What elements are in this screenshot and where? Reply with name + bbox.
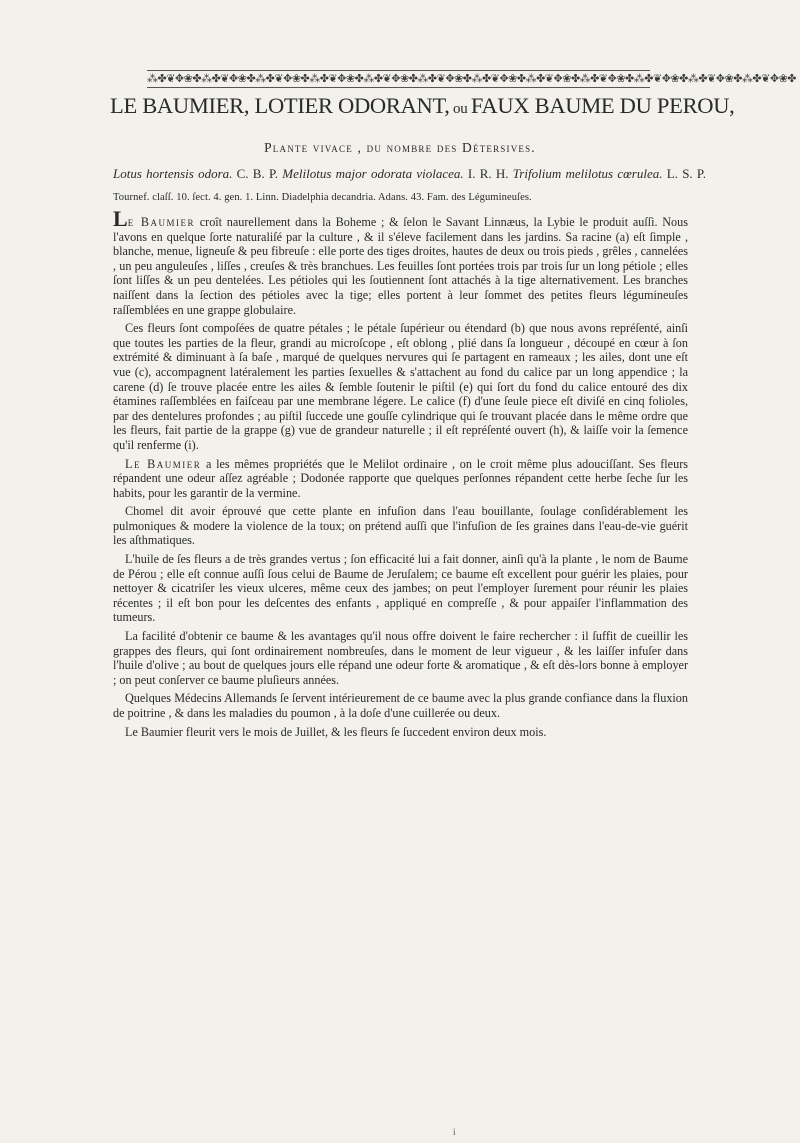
paragraph-1-text: croît naurellement dans la Boheme ; & ſelon le Savant Linnæus, la Lybie le produit auſſi. Nous l'avons en quelque ſorte naturaliſé par la culture , & il s'éleve facilement dans les jardins. Sa racine (a) eſt ſimple , blanche, menue, ligneuſe & peu fibreuſe : elle porte des tiges droites, hautes de deux ou trois pieds , grêles , cannelées , un peu anguleuſes , liſſes , creuſes & très branchues. Les feuilles ſont portées trois par trois ſur un long pétiole ; elles ſont liſſes & un peu dentelées. Les pétioles qui les ſoutiennent ſont attachés à la tige alternativement. Les branches naiſſent dans la ſection des pétioles avec la tige; elles portent à leur ſommet des petites fleurs légumineuſes raſſemblées en une grappe globulaire.: [113, 215, 688, 317]
paragraph-3: [113, 457, 688, 501]
synonym-1: Lotus hortensis odora.: [113, 166, 233, 181]
title-part-1: LE BAUMIER, LOTIER ODORANT,: [110, 93, 450, 118]
paragraph-2: Ces fleurs ſont compoſées de quatre pétales ; le pétale ſupérieur ou étendard (b) que nous avons repréſenté, ainſi que toutes les parties de la fleur, grandi au microſcope , eſt oblong , plié dans ſa longueur , découpé en cœur à ſon extrémité & diminuant à ſa baſe , marqué de quelques nervures qui ſe partagent en rameaux ; les ailes, dont une eſt vue (c), accompagnent latéralement les parties ſexuelles & s'attachent au fond du calice par un long appendice ; la carene (d) ſe trouve placée entre les ailes & ſemble ſoutenir le piſtil (e) qui ſort du fond du calice entouré des dix étamines raſſemblées en faiſceau par une membrane légere. Le calice (f) d'une ſeule piece eſt diviſé en cinq folioles, par des dentelures profondes ; au piſtil ſuccede une gouſſe cylindrique qui ſe trouvant placée dans le même ordre que les fleurs, fait partie de la grappe (g) vue de grandeur naturelle ; il eſt repréſenté ouvert (h), & laiſſe voir la ſemence qu'il renferme (i).: [113, 321, 688, 452]
ornament-rule-bottom: [147, 87, 650, 88]
paragraph-3-text: a les mêmes propriétés que le Melilot ordinaire , on le croit même plus adouciſſant. Ses fleurs répandent une odeur aſſez agréable ; Dodonée rapporte que quelques perſonnes répandent cette herbe ſeche ſur les habits, pour les garantir de la vermine.: [113, 456, 688, 500]
title-part-2: FAUX BAUME DU PEROU,: [470, 93, 735, 118]
botanical-synonyms: [113, 166, 706, 182]
body-text: [113, 206, 688, 743]
synonym-3: Trifolium melilotus cœrulea.: [512, 166, 663, 181]
paragraph-5: L'huile de ſes fleurs a de très grandes vertus ; ſon efficacité lui a fait donner, ainſi qu'à la plante , le nom de Baume de Pérou ; elle eſt connue auſſi ſous celui de Baume de Jeruſalem; ce baume eſt excellent pour guérir les plaies, pour nettoyer & cicatriſer les vieux ulceres, même ceux des jambes; on peut l'employer ſurement pour réunir les plaies récentes ; il eſt bon pour les deſcentes des enfants , appliqué en compreſſe , & pour appaiſer l'inflammation des tumeurs.: [113, 552, 688, 625]
paragraph-1: [113, 206, 688, 317]
paragraph-4: Chomel dit avoir éprouvé que cette plante en infuſion dans l'eau bouillante, ſoulage conſidérablement les pulmoniques & modere la violence de la toux; on prétend auſſi que l'infuſion de ſes graines dans l'eau-de-vie guérit les aſthmatiques.: [113, 504, 688, 548]
paragraph-1-smallcaps: e Baumier: [127, 215, 196, 229]
drop-cap: L: [113, 206, 128, 231]
ornament-rule-top: [147, 70, 650, 71]
synonym-3-source: L. S. P.: [662, 166, 706, 181]
page-subtitle: Plante vivace , du nombre des Détersives.: [264, 140, 536, 155]
page-mark: i: [453, 1127, 456, 1137]
paragraph-7: Quelques Médecins Allemands ſe ſervent intérieurement de ce baume avec la plus grande confiance dans la fluxion de poitrine , & dans les maladies du poumon , à la doſe d'une cuillerée ou deux.: [113, 691, 688, 720]
paragraph-3-smallcaps: Le Baumier: [125, 456, 202, 471]
paragraph-8: Le Baumier fleurit vers le mois de Juillet, & les fleurs ſe ſuccedent environ deux mois.: [125, 724, 547, 739]
paragraph-6: La facilité d'obtenir ce baume & les avantages qu'il nous offre doivent le faire rechercher : il ſuffit de cueillir les grappes des fleurs, qui ſont ordinairement nombreuſes, dans le moment de leur vigueur , & les laiſſer infuſer dans l'huile d'olive ; au bout de quelques jours elle répand une odeur forte & aromatique , & eſt dès-lors bonne à employer ; on peut conſerver ce baume pluſieurs années.: [113, 629, 688, 687]
synonym-1-source: C. B. P.: [232, 166, 283, 181]
synonym-2-source: I. R. H.: [463, 166, 513, 181]
classification-line: Tournef. claſſ. 10. ſect. 4. gen. 1. Linn. Diadelphia decandria. Adans. 43. Fam. des Légumineuſes.: [113, 192, 532, 203]
title-ou: ou: [449, 101, 471, 117]
header-ornament: ⁂✤❦✥❀✤⁂✤❦✥❀✤⁂✤❦✥❀✤⁂✤❦✥❀✤⁂✤❦✥❀✤⁂✤❦✥❀✤⁂✤❦✥❀✤⁂✤❦✥❀✤⁂✤❦✥❀✤⁂✤❦✥❀✤⁂✤❦✥❀✤⁂✤❦✥❀✤: [147, 72, 797, 85]
synonym-2: Melilotus major odorata violacea.: [282, 166, 464, 181]
page-title: [110, 92, 735, 123]
